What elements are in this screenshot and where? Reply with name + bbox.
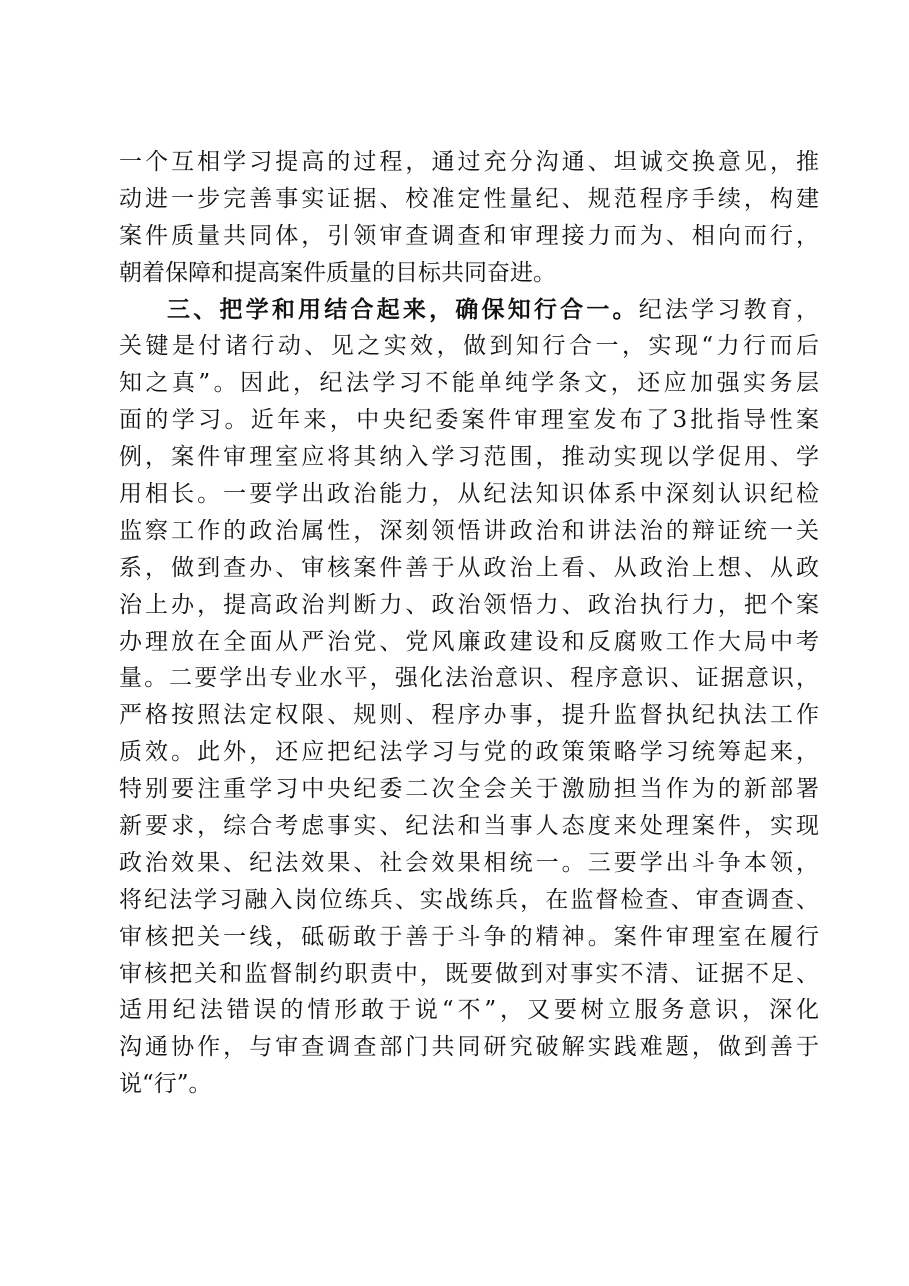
text-line: 新要求，综合考虑事实、纪法和当事人态度来处理案件，实现 [119,813,819,840]
text-segment: 纪法学习教育， [638,296,820,323]
text-line: 办理放在全面从严治党、党风廉政建设和反腐败工作大局中考 [119,628,819,655]
text-line: 系，做到查办、审核案件善于从政治上看、从政治上想、从政 [119,554,819,581]
text-line: 特别要注重学习中央纪委二次全会关于激励担当作为的新部署 [119,776,819,803]
text-line: 例，案件审理室应将其纳入学习范围，推动实现以学促用、学 [119,444,819,471]
text-line: 严格按照法定权限、规则、程序办事，提升监督执纪执法工作 [119,702,819,729]
text-line: 量。二要学出专业水平，强化法治意识、程序意识、证据意识， [119,665,819,692]
text-line: 将纪法学习融入岗位练兵、实战练兵，在监督检查、审查调查、 [119,886,819,913]
text-line: 关键是付诸行动、见之实效，做到知行合一，实现“力行而后 [119,333,819,360]
text-line: 监察工作的政治属性，深刻领悟讲政治和讲法治的辩证统一关 [119,517,819,544]
text-line: 案件质量共同体，引领审查调查和审理接力而为、相向而行， [119,222,819,249]
text-line: 沟通协作，与审查调查部门共同研究破解实践难题，做到善于 [119,1034,819,1061]
text-line: 动进一步完善事实证据、校准定性量纪、规范程序手续，构建 [119,185,819,212]
text-line: 知之真”。因此，纪法学习不能单纯学条文，还应加强实务层 [119,370,819,397]
text-line: 审核把关和监督制约职责中，既要做到对事实不清、证据不足、 [119,960,819,987]
paragraph-1 [119,144,819,292]
text-line: 适用纪法错误的情形敢于说“不”，又要树立服务意识，深化 [119,997,819,1024]
text-line: 用相长。一要学出政治能力，从纪法知识体系中深刻认识纪检 [119,481,819,508]
section-heading: 三、把学和用结合起来，确保知行合一。 [167,295,639,323]
text-line: 政治效果、纪法效果、社会效果相统一。三要学出斗争本领， [119,849,819,876]
paragraph-first-line [119,292,819,329]
document-body [119,144,819,1103]
text-line: 一个互相学习提高的过程，通过充分沟通、坦诚交换意见，推 [119,149,819,175]
paragraph-2 [119,292,819,1104]
text-line: 审核把关一线，砥砺敢于善于斗争的精神。案件审理室在履行 [119,923,819,950]
text-line: 说“行”。 [119,1071,212,1098]
text-line: 质效。此外，还应把纪法学习与党的政策策略学习统筹起来， [119,739,819,766]
text-line: 面的学习。近年来，中央纪委案件审理室发布了3批指导性案 [119,407,819,434]
text-line: 朝着保障和提高案件质量的目标共同奋进。 [119,259,556,286]
text-line: 治上办，提高政治判断力、政治领悟力、政治执行力，把个案 [119,591,819,618]
